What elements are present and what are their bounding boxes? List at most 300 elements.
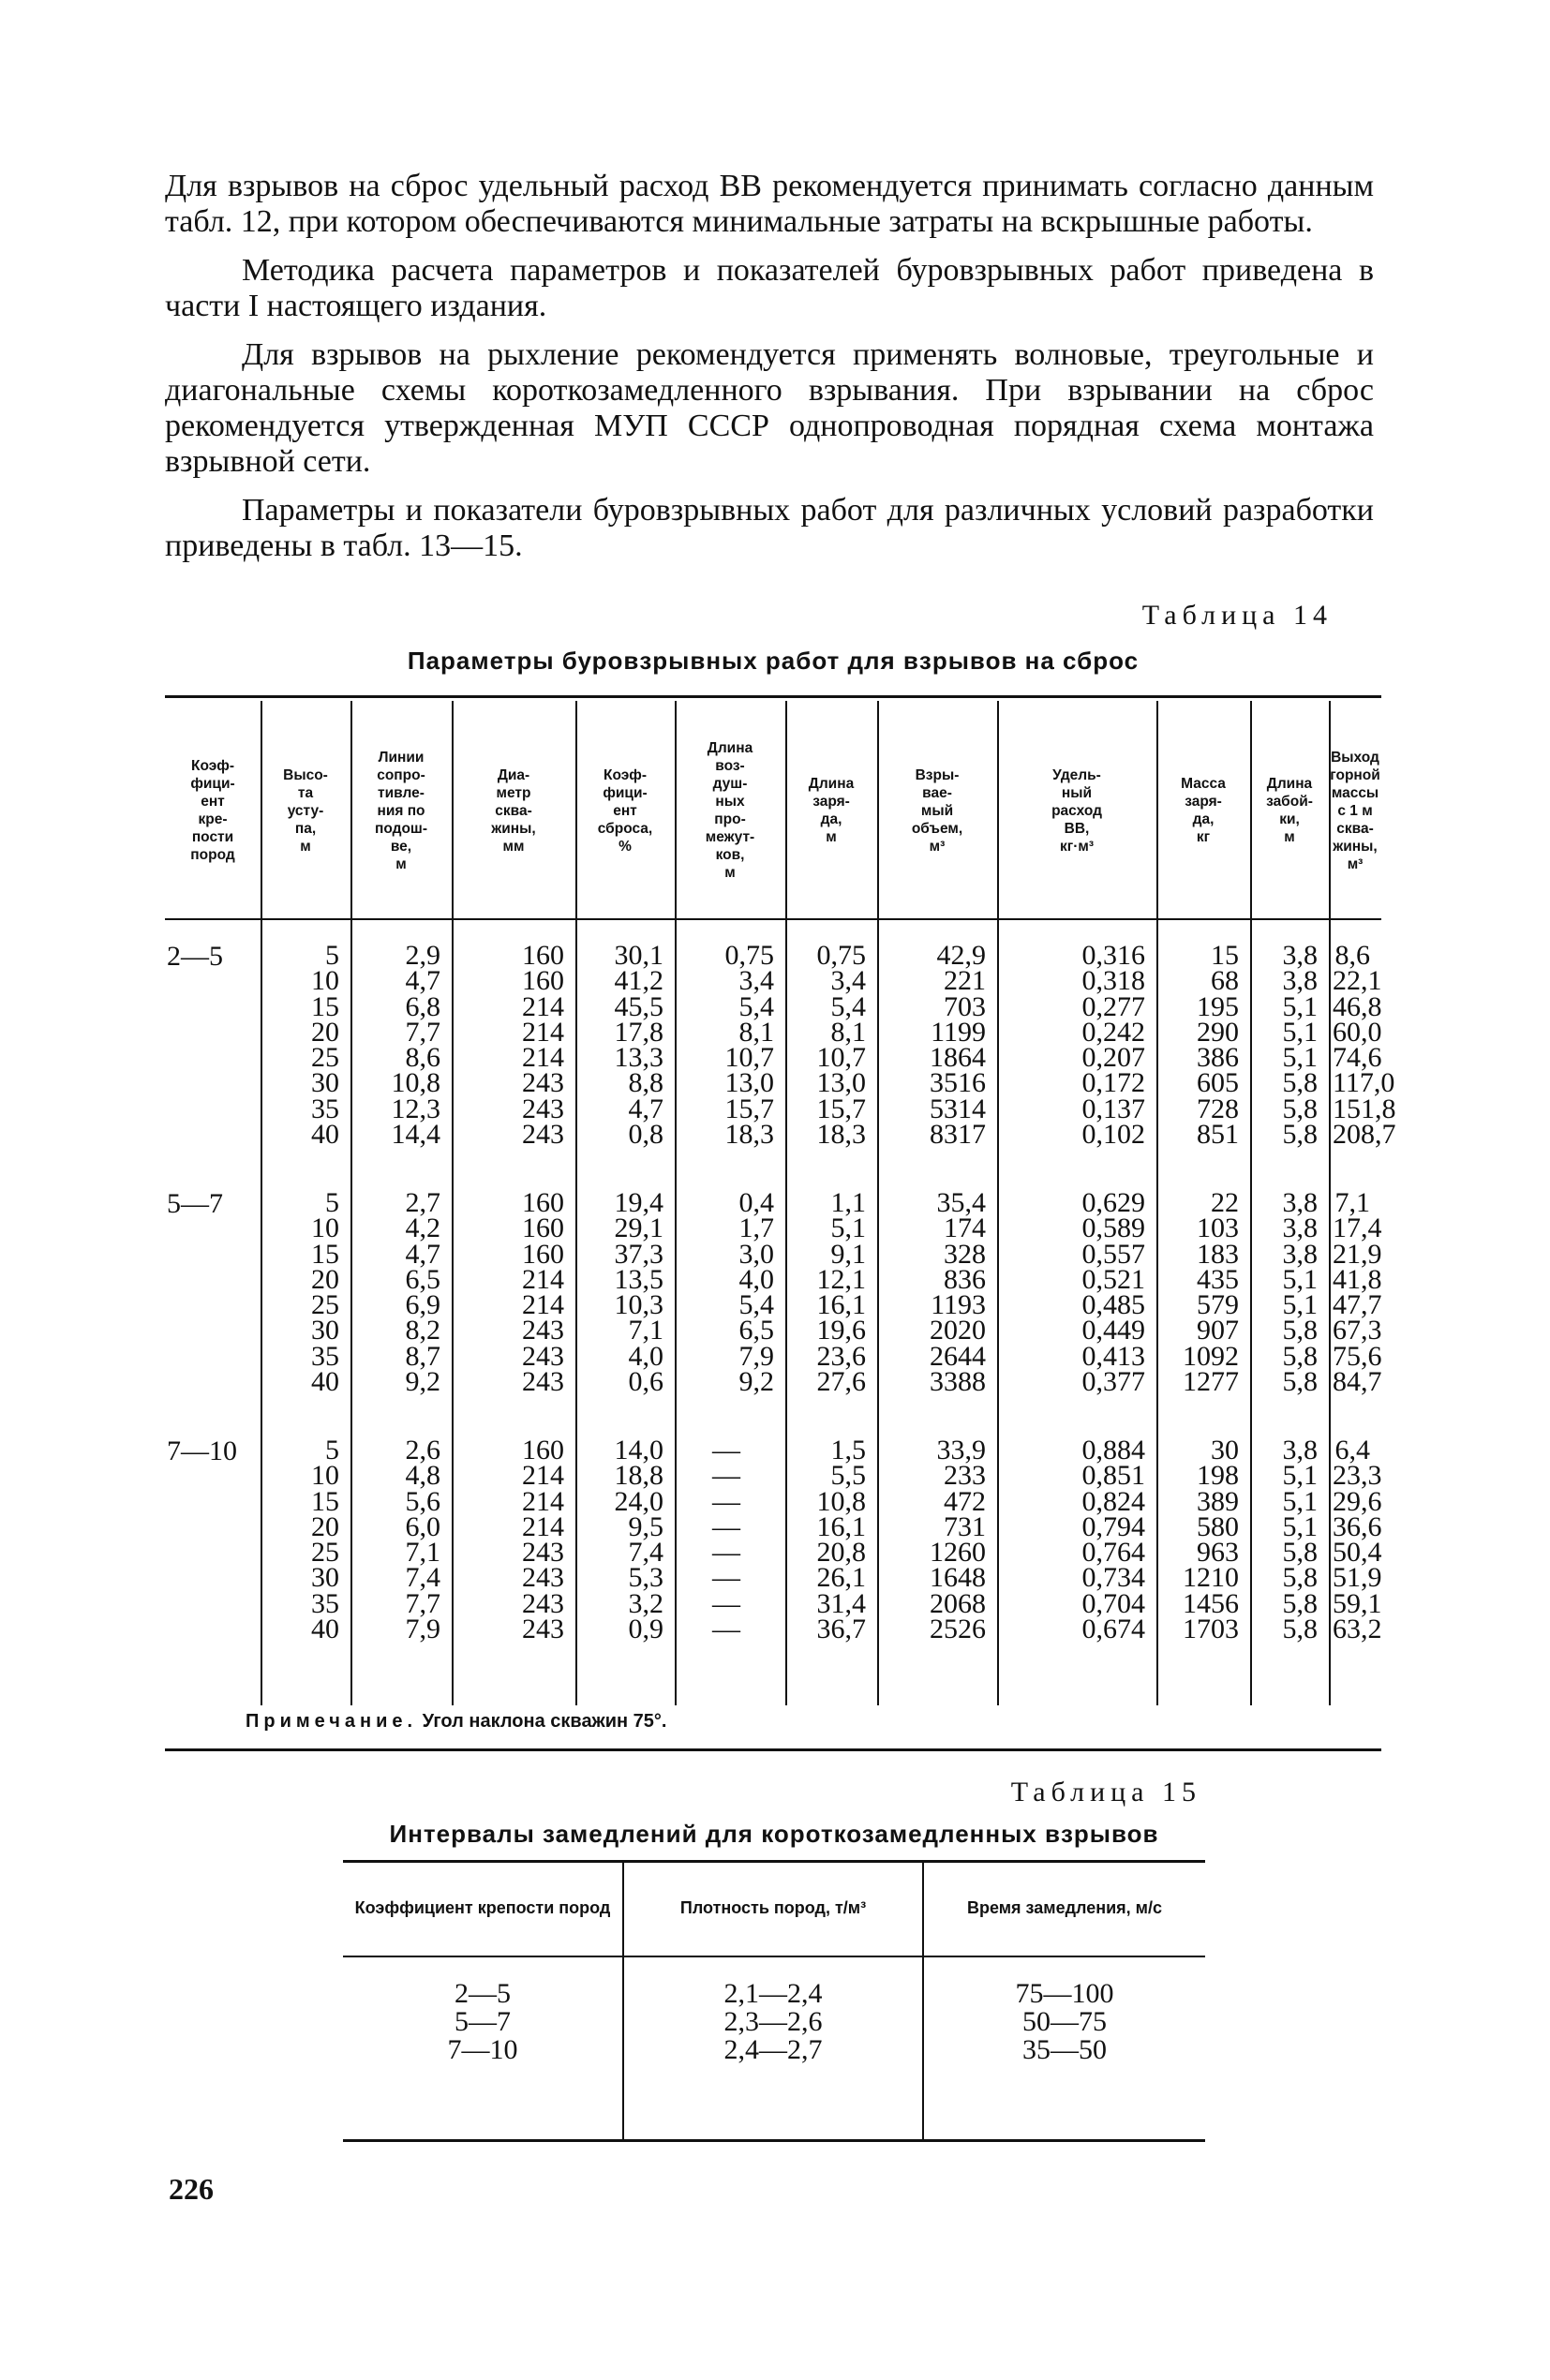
table14-cell: — bbox=[712, 1562, 740, 1594]
table14-cell: 15,7 bbox=[724, 1093, 774, 1124]
table14-cell: 22,1 bbox=[1333, 965, 1382, 997]
table14-cell: 4,0 bbox=[738, 1263, 774, 1295]
table14-cell: 19,6 bbox=[816, 1315, 866, 1346]
table14-cell: 0,172 bbox=[1081, 1067, 1145, 1099]
table14-cell: 8,7 bbox=[405, 1340, 440, 1372]
table14-cell: — bbox=[712, 1435, 740, 1465]
table14-cell: 0,242 bbox=[1081, 1016, 1145, 1048]
table14-cell: 0,884 bbox=[1081, 1435, 1145, 1465]
table15-title: Интервалы замедлений для короткозамедленных взрывов bbox=[389, 1820, 1159, 1848]
table14-cell: 243 bbox=[522, 1562, 564, 1594]
table14-cell: 7,4 bbox=[405, 1562, 440, 1594]
table14-cell: 0,851 bbox=[1081, 1460, 1145, 1492]
table14-cell: 0,557 bbox=[1081, 1238, 1145, 1270]
table14-header-hardness: Коэф- фици- ент кре- пости пород bbox=[190, 758, 235, 863]
table14-cell: 3,4 bbox=[830, 965, 866, 997]
table14-cell: 1199 bbox=[931, 1016, 986, 1048]
table14-cell: 16,1 bbox=[816, 1289, 866, 1321]
table14-divider bbox=[350, 701, 352, 1705]
table14-cell: 5,8 bbox=[1282, 1587, 1318, 1619]
table14-cell: 2644 bbox=[930, 1340, 986, 1372]
table15-cell: 50—75 bbox=[1022, 2006, 1107, 2037]
table14-col-height bbox=[264, 1435, 339, 1645]
table14-cell: 0,674 bbox=[1081, 1614, 1145, 1645]
table14-cell: 214 bbox=[522, 990, 564, 1022]
table14-cell: 1,7 bbox=[738, 1212, 774, 1244]
table14-cell: 160 bbox=[522, 1212, 564, 1244]
table14-col-specific-charge bbox=[1001, 1435, 1145, 1645]
note-text: Угол наклона скважин 75°. bbox=[422, 1711, 667, 1732]
table14-cell: 5,4 bbox=[738, 990, 774, 1022]
table14-cell: 3,8 bbox=[1282, 940, 1318, 971]
table14-cell: 0,207 bbox=[1081, 1042, 1145, 1074]
table14-cell: 13,0 bbox=[724, 1067, 774, 1099]
table14-cell: — bbox=[712, 1485, 740, 1517]
table15-cell: 2—5 bbox=[455, 1978, 511, 2009]
table14-cell: 37,3 bbox=[614, 1238, 663, 1270]
table14-title: Параметры буровзрывных работ для взрывов на сброс bbox=[407, 647, 1140, 675]
table14-cell: 8317 bbox=[930, 1119, 986, 1151]
table14-cell: 0,764 bbox=[1081, 1537, 1145, 1569]
table15-cell: 35—50 bbox=[1022, 2034, 1107, 2065]
table14-cell: 5 bbox=[325, 940, 339, 971]
table14-cell: 243 bbox=[522, 1366, 564, 1398]
table14-cell: 243 bbox=[522, 1340, 564, 1372]
table14-cell: 12,3 bbox=[391, 1093, 440, 1124]
table14-cell: — bbox=[712, 1537, 740, 1569]
table14-cell: 907 bbox=[1197, 1315, 1239, 1346]
table14-group-label: 5—7 bbox=[167, 1188, 223, 1219]
table14-cell: 1864 bbox=[930, 1042, 986, 1074]
table14-col-charge-mass bbox=[1160, 1435, 1239, 1645]
table14-header-yield: Выход горной массы с 1 м сква- жины, м³ bbox=[1330, 749, 1380, 872]
table14-cell: 13,0 bbox=[816, 1067, 866, 1099]
table14-cell: 10 bbox=[311, 965, 339, 997]
table14-cell: 40 bbox=[311, 1366, 339, 1398]
table14-cell: 0,277 bbox=[1081, 990, 1145, 1022]
table14-cell: 75,6 bbox=[1333, 1340, 1382, 1372]
table14-cell: 579 bbox=[1197, 1289, 1239, 1321]
table14-cell: 580 bbox=[1197, 1510, 1239, 1542]
table14-col-air-gap bbox=[678, 1435, 774, 1645]
table14-cell: 963 bbox=[1197, 1537, 1239, 1569]
table14-col-volume bbox=[881, 940, 986, 1151]
table14-group-label: 7—10 bbox=[167, 1435, 237, 1466]
table14-cell: 5,8 bbox=[1282, 1119, 1318, 1151]
table14-cell: 290 bbox=[1197, 1016, 1239, 1048]
table14-cell: 23,6 bbox=[816, 1340, 866, 1372]
table14-cell: 7,7 bbox=[405, 1016, 440, 1048]
table14-cell: 214 bbox=[522, 1485, 564, 1517]
table14-cell: 25 bbox=[311, 1042, 339, 1074]
table15-col-density bbox=[624, 1980, 922, 2064]
table14-divider bbox=[877, 701, 879, 1705]
table14-cell: 221 bbox=[944, 965, 986, 997]
table14-col-charge-length bbox=[789, 1435, 866, 1645]
table14-cell: 7,1 bbox=[1334, 1187, 1370, 1218]
table14-cell: 5,3 bbox=[628, 1562, 663, 1594]
table14-col-stemming bbox=[1254, 1187, 1318, 1398]
table14-cell: 18,3 bbox=[816, 1119, 866, 1151]
table14-header-volume: Взры- вае- мый объем, м³ bbox=[911, 766, 963, 855]
table14-col-diameter bbox=[455, 1435, 564, 1645]
table14-col-charge-mass bbox=[1160, 940, 1239, 1151]
table14-cell: 15 bbox=[311, 990, 339, 1022]
table14-cell: 605 bbox=[1197, 1067, 1239, 1099]
table14-cell: 35 bbox=[311, 1093, 339, 1124]
table14-cell: 0,521 bbox=[1081, 1263, 1145, 1295]
table14-cell: 35 bbox=[311, 1587, 339, 1619]
table14-cell: 214 bbox=[522, 1510, 564, 1542]
table14-cell: 9,1 bbox=[830, 1238, 866, 1270]
table14-cell: 74,6 bbox=[1333, 1042, 1382, 1074]
table14-col-resistance bbox=[354, 940, 440, 1151]
table14-cell: 3516 bbox=[930, 1067, 986, 1099]
table15-cell: 2,1—2,4 bbox=[723, 1978, 823, 2009]
table14-cell: 5,8 bbox=[1282, 1562, 1318, 1594]
table14-cell: 4,7 bbox=[405, 965, 440, 997]
table14-cell: 243 bbox=[522, 1067, 564, 1099]
table15-cell: 5—7 bbox=[455, 2006, 511, 2037]
intro-paragraph-2: Методика расчета параметров и показателей буровзрывных работ приведена в части I настоящего издания. bbox=[165, 253, 1374, 323]
note-label: Примечание. bbox=[246, 1711, 418, 1732]
table14-cell: 5,1 bbox=[1282, 1485, 1318, 1517]
table14-cell: 20 bbox=[311, 1016, 339, 1048]
table14-cell: 10,3 bbox=[614, 1289, 663, 1321]
table15-header-delay: Время замедления, м/с bbox=[966, 1898, 1163, 1917]
table14-cell: 3,4 bbox=[738, 965, 774, 997]
table14-cell: 17,8 bbox=[614, 1016, 663, 1048]
table14-cell: — bbox=[712, 1510, 740, 1542]
table14-col-resistance bbox=[354, 1435, 440, 1645]
table14-cell: 5 bbox=[325, 1435, 339, 1465]
table14-cell: 2020 bbox=[930, 1315, 986, 1346]
table14-cell: 24,0 bbox=[614, 1485, 663, 1517]
table14-header-resistance: Линии сопро- тивле- ния по подош- ве, м bbox=[374, 749, 427, 872]
table14-cell: 20 bbox=[311, 1263, 339, 1295]
table14-cell: 731 bbox=[944, 1510, 986, 1542]
table14-cell: 3,8 bbox=[1282, 1238, 1318, 1270]
table14-cell: 0,589 bbox=[1081, 1212, 1145, 1244]
table14-cell: 389 bbox=[1197, 1485, 1239, 1517]
table14-cell: 25 bbox=[311, 1289, 339, 1321]
table14-cell: 243 bbox=[522, 1119, 564, 1151]
table14-cell: 0,794 bbox=[1081, 1510, 1145, 1542]
table14-cell: 386 bbox=[1197, 1042, 1239, 1074]
table14-cell: 728 bbox=[1197, 1093, 1239, 1124]
table14-cell: 41,2 bbox=[614, 965, 663, 997]
table14-cell: 1210 bbox=[1183, 1562, 1239, 1594]
table14-caption: Таблица 14 bbox=[1141, 600, 1333, 631]
table14-divider bbox=[452, 701, 454, 1705]
table14-cell: 14,4 bbox=[391, 1119, 440, 1151]
table14-cell: 5,1 bbox=[830, 1212, 866, 1244]
table14-cell: 0,485 bbox=[1081, 1289, 1145, 1321]
table14-cell: 5,8 bbox=[1282, 1315, 1318, 1346]
table15-bottom-rule bbox=[343, 2139, 1205, 2142]
table14-cell: 160 bbox=[522, 1238, 564, 1270]
table14-cell: 4,0 bbox=[628, 1340, 663, 1372]
table14-cell: 5314 bbox=[930, 1093, 986, 1124]
table14-cell: 9,2 bbox=[738, 1366, 774, 1398]
table15-header-rule bbox=[343, 1956, 1205, 1957]
table14-col-throw bbox=[579, 1187, 663, 1398]
table14-cell: 214 bbox=[522, 1460, 564, 1492]
table14-col-height bbox=[264, 1187, 339, 1398]
table14-cell: 7,4 bbox=[628, 1537, 663, 1569]
table14-cell: 8,1 bbox=[738, 1016, 774, 1048]
table14-cell: 160 bbox=[522, 1187, 564, 1218]
table14-col-throw bbox=[579, 1435, 663, 1645]
table14-col-charge-length bbox=[789, 1187, 866, 1398]
table14-cell: 5,1 bbox=[1282, 1460, 1318, 1492]
table14-cell: 8,2 bbox=[405, 1315, 440, 1346]
table14-cell: 5,8 bbox=[1282, 1366, 1318, 1398]
table14-cell: 3,8 bbox=[1282, 965, 1318, 997]
table14-cell: — bbox=[712, 1614, 740, 1645]
table14-cell: 2068 bbox=[930, 1587, 986, 1619]
table14-cell: 1,1 bbox=[830, 1187, 866, 1218]
table14-cell: 174 bbox=[944, 1212, 986, 1244]
table14-col-stemming bbox=[1254, 940, 1318, 1151]
table14-cell: 26,1 bbox=[816, 1562, 866, 1594]
table14-divider bbox=[1329, 701, 1331, 1705]
table14-cell: 233 bbox=[944, 1460, 986, 1492]
table14-cell: 4,7 bbox=[628, 1093, 663, 1124]
table14-cell: 160 bbox=[522, 940, 564, 971]
table14-cell: 10,8 bbox=[816, 1485, 866, 1517]
table14-cell: 160 bbox=[522, 1435, 564, 1465]
table14-cell: 21,9 bbox=[1333, 1238, 1382, 1270]
table14-cell: 3,8 bbox=[1282, 1435, 1318, 1465]
table14-cell: 45,5 bbox=[614, 990, 663, 1022]
table14-cell: 9,5 bbox=[628, 1510, 663, 1542]
table14-cell: 10,7 bbox=[724, 1042, 774, 1074]
table14-col-volume bbox=[881, 1187, 986, 1398]
table14-header-air-gap: Длина воз- душ- ных про- межут- ков, м bbox=[705, 740, 755, 881]
table14-cell: 5,6 bbox=[405, 1485, 440, 1517]
table14-cell: 5,1 bbox=[1282, 990, 1318, 1022]
table14-cell: 15 bbox=[1211, 940, 1239, 971]
table14-cell: 35 bbox=[311, 1340, 339, 1372]
intro-paragraph-4: Параметры и показатели буровзрывных работ для различных условий разработки приведены в табл. 13—15. bbox=[165, 493, 1374, 563]
table14-cell: 5,4 bbox=[738, 1289, 774, 1321]
table14-cell: 10,7 bbox=[816, 1042, 866, 1074]
table14-cell: 243 bbox=[522, 1614, 564, 1645]
table14-cell: 4,7 bbox=[405, 1238, 440, 1270]
table14-cell: 5,1 bbox=[1282, 1289, 1318, 1321]
table14-cell: 3,2 bbox=[628, 1587, 663, 1619]
table14-cell: 435 bbox=[1197, 1263, 1239, 1295]
table14-col-charge-length bbox=[789, 940, 866, 1151]
table14-cell: 7,7 bbox=[405, 1587, 440, 1619]
table14-cell: 27,6 bbox=[816, 1366, 866, 1398]
table14-col-yield bbox=[1333, 1187, 1382, 1398]
table14-cell: 5,1 bbox=[1282, 1510, 1318, 1542]
table14-cell: 29,1 bbox=[614, 1212, 663, 1244]
table14-cell: 243 bbox=[522, 1093, 564, 1124]
table14-cell: 5,8 bbox=[1282, 1093, 1318, 1124]
table14-cell: 18,8 bbox=[614, 1460, 663, 1492]
table15-col-hardness bbox=[343, 1980, 622, 2064]
table14-cell: 13,3 bbox=[614, 1042, 663, 1074]
table14-cell: 8,6 bbox=[1334, 940, 1370, 971]
table14-cell: 67,3 bbox=[1333, 1315, 1382, 1346]
table14-header-rule bbox=[165, 918, 1381, 920]
table14-header-height: Высо- та усту- па, м bbox=[283, 766, 328, 855]
table14-cell: 2,7 bbox=[405, 1187, 440, 1218]
table14-cell: 8,6 bbox=[405, 1042, 440, 1074]
table14-cell: 0,449 bbox=[1081, 1315, 1145, 1346]
table15-cell: 75—100 bbox=[1015, 1978, 1114, 2009]
table14-cell: 15 bbox=[311, 1238, 339, 1270]
table14-cell: 14,0 bbox=[614, 1435, 663, 1465]
table14-cell: 0,75 bbox=[816, 940, 866, 971]
table14-cell: 31,4 bbox=[816, 1587, 866, 1619]
table14-cell: 0,629 bbox=[1081, 1187, 1145, 1218]
table14-divider bbox=[785, 701, 787, 1705]
table14-cell: 30,1 bbox=[614, 940, 663, 971]
table14-cell: 47,7 bbox=[1333, 1289, 1382, 1321]
table14-cell: 214 bbox=[522, 1289, 564, 1321]
table14-cell: 1260 bbox=[930, 1537, 986, 1569]
table14-cell: 851 bbox=[1197, 1119, 1239, 1151]
table14-cell: 1648 bbox=[930, 1562, 986, 1594]
table14-cell: 328 bbox=[944, 1238, 986, 1270]
table14-cell: 5 bbox=[325, 1187, 339, 1218]
table14-cell: 6,5 bbox=[405, 1263, 440, 1295]
table14-cell: 7,9 bbox=[405, 1614, 440, 1645]
table14-cell: 7,1 bbox=[628, 1315, 663, 1346]
table14-cell: 22 bbox=[1211, 1187, 1239, 1218]
table14-cell: 5,8 bbox=[1282, 1067, 1318, 1099]
table14-cell: 63,2 bbox=[1333, 1614, 1382, 1645]
table14-cell: 6,5 bbox=[738, 1315, 774, 1346]
table14-note bbox=[246, 1711, 666, 1733]
table14-cell: 0,377 bbox=[1081, 1366, 1145, 1398]
table14-cell: 472 bbox=[944, 1485, 986, 1517]
table14-col-yield bbox=[1333, 940, 1396, 1151]
table14-cell: 243 bbox=[522, 1537, 564, 1569]
table14-divider bbox=[997, 701, 999, 1705]
table14-cell: 6,9 bbox=[405, 1289, 440, 1321]
table14-cell: 1,5 bbox=[830, 1435, 866, 1465]
table14-cell: 17,4 bbox=[1333, 1212, 1382, 1244]
table14-header-charge-mass: Масса заря- да, кг bbox=[1181, 776, 1226, 845]
table14-col-height bbox=[264, 940, 339, 1151]
intro-paragraph-1: Для взрывов на сброс удельный расход ВВ рекомендуется принимать согласно данным табл. 12, при котором обеспечиваются минимальные затраты на вскрышные работы. bbox=[165, 169, 1374, 239]
table14-cell: 6,4 bbox=[1334, 1435, 1370, 1465]
table15-cell: 2,3—2,6 bbox=[723, 2006, 823, 2037]
table14-cell: 10,8 bbox=[391, 1067, 440, 1099]
table14-cell: 5,1 bbox=[1282, 1016, 1318, 1048]
table14-cell: 183 bbox=[1197, 1238, 1239, 1270]
table14-cell: 15,7 bbox=[816, 1093, 866, 1124]
table14-cell: 117,0 bbox=[1333, 1067, 1395, 1099]
table14-cell: 10 bbox=[311, 1460, 339, 1492]
table14-divider bbox=[675, 701, 677, 1705]
table14-cell: 151,8 bbox=[1333, 1093, 1396, 1124]
table14-col-yield bbox=[1333, 1435, 1382, 1645]
table14-cell: 25 bbox=[311, 1537, 339, 1569]
table14-divider bbox=[1250, 701, 1252, 1705]
table14-cell: 0,704 bbox=[1081, 1587, 1145, 1619]
table14-cell: 103 bbox=[1197, 1212, 1239, 1244]
table14-cell: 4,2 bbox=[405, 1212, 440, 1244]
table14-cell: 33,9 bbox=[936, 1435, 986, 1465]
table14-cell: 84,7 bbox=[1333, 1366, 1382, 1398]
table14-cell: 0,137 bbox=[1081, 1093, 1145, 1124]
table14-cell: 0,8 bbox=[628, 1119, 663, 1151]
table14-cell: 3388 bbox=[930, 1366, 986, 1398]
table14-cell: 2,6 bbox=[405, 1435, 440, 1465]
table14-cell: 0,9 bbox=[628, 1614, 663, 1645]
table14-cell: 5,8 bbox=[1282, 1340, 1318, 1372]
table14-col-resistance bbox=[354, 1187, 440, 1398]
table14-cell: 214 bbox=[522, 1016, 564, 1048]
table14-top-rule bbox=[165, 695, 1381, 698]
table14-col-specific-charge bbox=[1001, 940, 1145, 1151]
table14-col-specific-charge bbox=[1001, 1187, 1145, 1398]
table14-cell: 214 bbox=[522, 1042, 564, 1074]
table14-cell: 3,8 bbox=[1282, 1187, 1318, 1218]
table14-cell: 7,9 bbox=[738, 1340, 774, 1372]
table14-cell: 51,9 bbox=[1333, 1562, 1382, 1594]
table14-cell: 46,8 bbox=[1333, 990, 1382, 1022]
table14-cell: 1277 bbox=[1183, 1366, 1239, 1398]
table15-col-delay bbox=[924, 1980, 1205, 2064]
table14-cell: 5,8 bbox=[1282, 1537, 1318, 1569]
table14-cell: 12,1 bbox=[816, 1263, 866, 1295]
table14-cell: 6,0 bbox=[405, 1510, 440, 1542]
table14-cell: 41,8 bbox=[1333, 1263, 1382, 1295]
table14-cell: 3,0 bbox=[738, 1238, 774, 1270]
table14-cell: 50,4 bbox=[1333, 1537, 1382, 1569]
table14-cell: 198 bbox=[1197, 1460, 1239, 1492]
table14-cell: 5,5 bbox=[830, 1460, 866, 1492]
table14-cell: 6,8 bbox=[405, 990, 440, 1022]
table14-cell: 243 bbox=[522, 1587, 564, 1619]
table14-cell: 20 bbox=[311, 1510, 339, 1542]
table14-cell: 30 bbox=[1211, 1435, 1239, 1465]
table14-cell: 195 bbox=[1197, 990, 1239, 1022]
table14-cell: 214 bbox=[522, 1263, 564, 1295]
table14-cell: 2,9 bbox=[405, 940, 440, 971]
table14-cell: 36,6 bbox=[1333, 1510, 1382, 1542]
table14-header-throw: Коэф- фици- ент сброса, % bbox=[597, 766, 653, 855]
section-rule bbox=[165, 1748, 1381, 1751]
table14-cell: 0,316 bbox=[1081, 940, 1145, 971]
table14-cell: 0,4 bbox=[738, 1187, 774, 1218]
table14-group-label: 2—5 bbox=[167, 941, 223, 972]
table14-cell: 4,8 bbox=[405, 1460, 440, 1492]
table14-cell: 40 bbox=[311, 1119, 339, 1151]
table14-col-air-gap bbox=[678, 940, 774, 1151]
intro-paragraph-3: Для взрывов на рыхление рекомендуется применять волновые, треугольные и диагональные схемы короткозамедленного взрывания. При взрывании на сброс рекомендуется утвержденная МУП СССР однопроводная порядная схема монтажа взрывной сети. bbox=[165, 337, 1374, 479]
table14-cell: 23,3 bbox=[1333, 1460, 1382, 1492]
table14-cell: 40 bbox=[311, 1614, 339, 1645]
table15-cell: 2,4—2,7 bbox=[723, 2034, 823, 2065]
table14-cell: 160 bbox=[522, 965, 564, 997]
table15-header-hardness: Коэффициент крепости пород bbox=[354, 1898, 611, 1917]
table14-cell: 30 bbox=[311, 1562, 339, 1594]
table14-divider bbox=[1156, 701, 1158, 1705]
table14-divider bbox=[575, 701, 577, 1705]
intro-text bbox=[165, 169, 1374, 577]
table14-cell: 5,1 bbox=[1282, 1042, 1318, 1074]
table14-cell: 18,3 bbox=[724, 1119, 774, 1151]
table14-cell: 13,5 bbox=[614, 1263, 663, 1295]
